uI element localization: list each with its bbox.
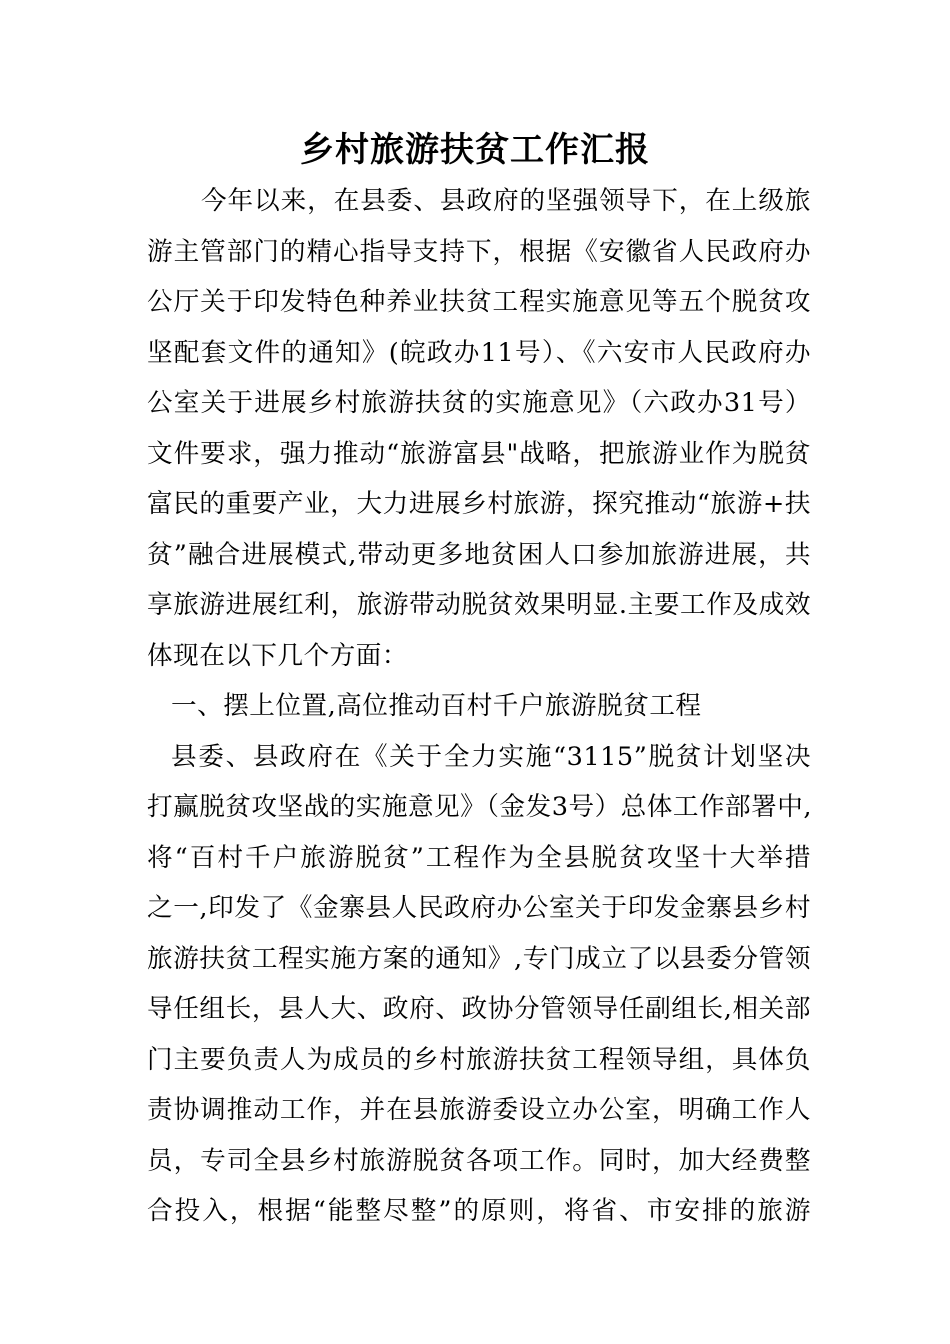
document-body [147,176,811,1237]
paragraph-line: 公厅关于印发特色种养业扶贫工程实施意见等五个脱贫攻 [147,287,811,317]
paragraph-line: 责协调推动工作，并在县旅游委设立办公室，明确工作人 [147,1095,811,1125]
paragraph-line: 旅游扶贫工程实施方案的通知》,专门成立了以县委分管领 [147,943,811,974]
paragraph-line: 将“百村千户旅游脱贫”工程作为全县脱贫攻坚十大举措 [147,842,811,873]
paragraph-line: 员，专司全县乡村旅游脱贫各项工作。同时，加大经费整 [147,1145,811,1176]
paragraph-line: 富民的重要产业，大力进展乡村旅游，探究推动“旅游+扶 [147,489,811,519]
paragraph-line: 今年以来，在县委、县政府的坚强领导下，在上级旅 [201,186,811,216]
paragraph-line: 公室关于进展乡村旅游扶贫的实施意见》（六政办31号） [147,388,811,418]
paragraph-line: 打赢脱贫攻坚战的实施意见》（金发3号）总体工作部署中, [147,792,812,822]
section-heading: 一、摆上位置,高位推动百村千户旅游脱贫工程 [171,691,702,721]
paragraph-line: 享旅游进展红利，旅游带动脱贫效果明显.主要工作及成效 [147,590,811,620]
paragraph-line: 文件要求，强力推动“旅游富县"战略，把旅游业作为脱贫 [147,438,811,469]
paragraph-line: 游主管部门的精心指导支持下，根据《安徽省人民政府办 [147,236,811,267]
document-title: 乡村旅游扶贫工作汇报 [300,130,650,170]
paragraph-line: 门主要负责人为成员的乡村旅游扶贫工程领导组，具体负 [147,1044,811,1075]
paragraph-line: 合投入，根据“能整尽整”的原则，将省、市安排的旅游 [147,1196,811,1226]
paragraph-line: 贫”融合进展模式,带动更多地贫困人口参加旅游进展，共 [147,539,811,570]
paragraph-line: 导任组长，县人大、政府、政协分管领导任副组长,相关部 [147,994,811,1024]
paragraph-line: 体现在以下几个方面： [147,640,408,671]
paragraph-line: 之一,印发了《金寨县人民政府办公室关于印发金寨县乡村 [147,893,811,923]
paragraph-line: 县委、县政府在《关于全力实施“3115”脱贫计划坚决 [171,741,811,772]
paragraph-line: 坚配套文件的通知》(皖政办11号）、《六安市人民政府办 [147,337,811,368]
